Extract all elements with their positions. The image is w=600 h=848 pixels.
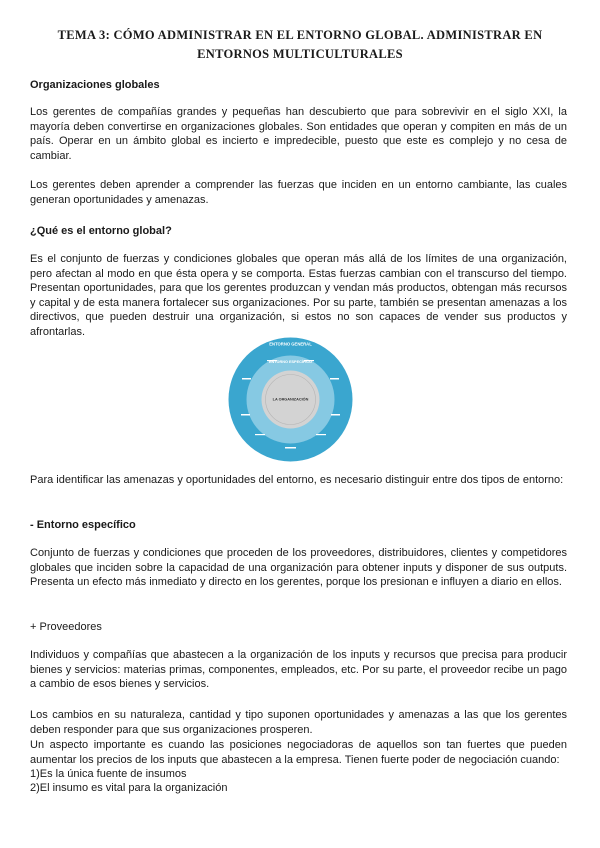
list-item-2: 2)El insumo es vital para la organización <box>30 782 228 794</box>
center-label: LA ORGANIZACIÓN <box>272 397 309 402</box>
paragraph-entorno-1: Es el conjunto de fuerzas y condiciones globales que operan más allá de los límites de una organización, pero afectan al modo en que ésta opera y se comporta. Estas fuerzas cambian con el transcurso del tiempo. Presentan oportunidades, para que los gerentes produzcan y vendan más productos, obtengan más recursos y capital y de esta manera fortalecer sus organizaciones. Por su parte, también se presentan amenazas a los directivos, que pueden destruir una organización, si estos no son capaces de vender sus productos y afrontarlas. <box>30 253 567 338</box>
paragraph-especifico-1: Conjunto de fuerzas y condiciones que proceden de los proveedores, distribuidores, clientes y competidores globales que inciden sobre la capacidad de una organización para obtener inputs y disponer de sus outputs. Presenta un efecto más inmediato y directo en los gerentes, porque los presionan e influyen a diario en ellos. <box>30 547 567 589</box>
paragraph-org-global-2: Los gerentes deben aprender a comprender las fuerzas que inciden en un entorno cambiante, las cuales generan oportunidades y amenazas. <box>30 179 567 206</box>
heading-entorno-especifico: - Entorno específico <box>30 519 136 531</box>
subheading-proveedores: + Proveedores <box>30 621 102 633</box>
list-item-1: 1)Es la única fuente de insumos <box>30 768 187 780</box>
heading-entorno-global: ¿Qué es el entorno global? <box>30 225 172 237</box>
document-title: TEMA 3: CÓMO ADMINISTRAR EN EL ENTORNO GLOBAL. ADMINISTRAR EN ENTORNOS MULTICULTURALES <box>57 28 543 61</box>
paragraph-entorno-2: Para identificar las amenazas y oportunidades del entorno, es necesario distinguir entre dos tipos de entorno: <box>30 474 564 486</box>
entorno-diagram <box>227 336 354 463</box>
paragraph-proveedores-3: Un aspecto importante es cuando las posiciones negociadoras de aquellos son tan fuertes que pueden aumentar los precios de los inputs que abastecen a la empresa. Tienen fuerte poder de negociación cuando: <box>30 739 567 766</box>
paragraph-proveedores-2: Los cambios en su naturaleza, cantidad y tipo suponen oportunidades y amenazas a las que los gerentes deben responder para que sus organizaciones prosperen. <box>30 709 567 736</box>
middle-ring-label: ENTORNO ESPECÍFICO <box>269 360 312 364</box>
paragraph-proveedores-1: Individuos y compañías que abastecen a la organización de los inputs y recursos que precisa para producir bienes y servicios: materias primas, componentes, empleados, etc. Por su parte, el proveedor recibe un pago a cambio de esos bienes y servicios. <box>30 649 567 691</box>
outer-ring-label: ENTORNO GENERAL <box>269 341 312 347</box>
heading-organizaciones-globales: Organizaciones globales <box>30 79 160 91</box>
paragraph-org-global-1: Los gerentes de compañías grandes y pequeñas han descubierto que para sobrevivir en el siglo XXI, la mayoría deben convertirse en organizaciones globales. Son entidades que operan y compiten en más de un país. Operar en un ámbito global es incierto e impredecible, puesto que este es complejo y no cesa de cambiar. <box>30 106 567 162</box>
